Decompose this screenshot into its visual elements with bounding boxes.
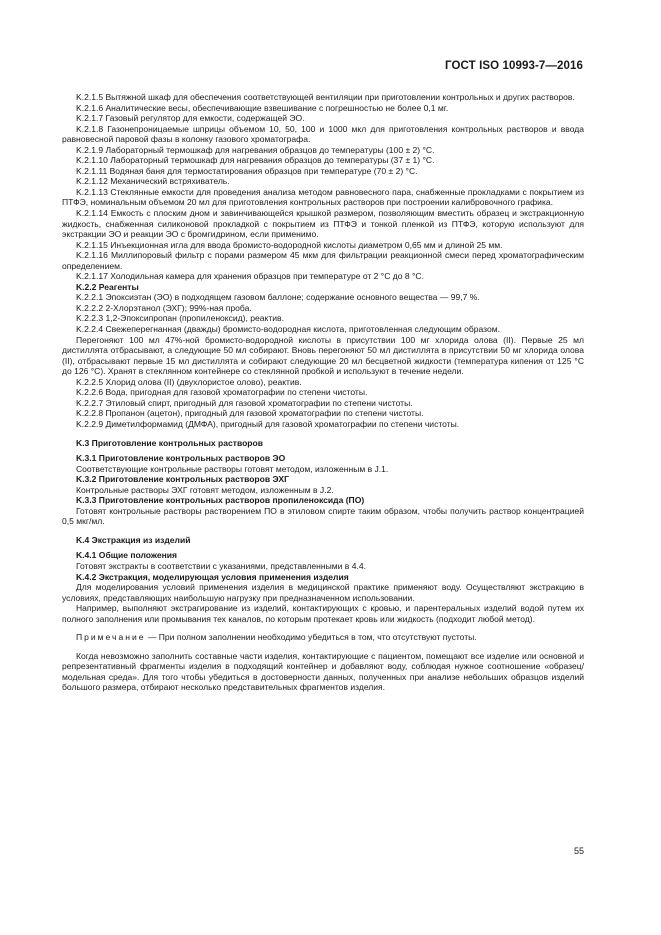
section-heading-k-4-1: K.4.1 Общие положения (76, 550, 178, 561)
paragraph-k-2-2-6: K.2.2.6 Вода, пригодная для газовой хроматографии по степени чистоты. (76, 387, 368, 398)
section-heading-k-3-3: K.3.3 Приготовление контрольных растворов пропиленоксида (ПО) (76, 495, 365, 506)
paragraph-k-2-1-17: K.2.1.17 Холодильная камера для хранения образцов при температуре от 2 °С до 8 °С. (76, 271, 424, 282)
paragraph-k-2-1-16: K.2.1.16 Миллипоровый фильтр с порами размером 45 мкм для фильтрации реакционной смеси перед хроматографическим определением. (62, 250, 584, 271)
note-dash: — (145, 632, 159, 643)
paragraph-k-2-1-14: K.2.1.14 Емкость с плоским дном и завинчивающейся крышкой размером, позволяющим вместить образец и экстракционную жидкость, снабженная силиконовой прокладкой с покрытием из ПТФЭ и тонкой пленкой из ПТФЭ, которую используют для экстракции ЭО и реакции ЭО с бромгидрином, если применимо. (62, 208, 584, 240)
section-heading-k-3-2: K.3.2 Приготовление контрольных растворов ЭХГ (76, 474, 289, 485)
document-body (62, 92, 584, 693)
section-heading-k-2-2: K.2.2 Реагенты (76, 281, 139, 292)
paragraph-k-2-1-8: K.2.1.8 Газонепроницаемые шприцы объемом 10, 50, 100 и 1000 мкл для приготовления контрольных растворов и ввода равновесной паровой фазы в колонку газового хроматографа. (62, 123, 584, 145)
paragraph-k-4-2-text-1: Для моделирования условий применения изделия в медицинской практике применяют воду. Осуществляют экстракцию в условиях, представляющих наибольшую нагрузку при предназначенном использовании. (62, 582, 584, 603)
paragraph-distillation: Перегоняют 100 мл 47%-ной бромисто-водородной кислоты в присутствии 100 мг хлорида олова (II). Первые 25 мл дистиллята отбрасывают, а следующие 50 мл собирают. Вновь перегоняют 50 мл дистиллята в присутствии 50 мг хлорида олова (II), отбрасывают первые 15 мл дистиллята и собирают следующие 20 мл бесцветной жидкости (температура кипения от 125 °С до 126 °С). Хранят в стеклянном контейнере со стеклянной пробкой и используют в течение недели. (62, 334, 584, 377)
section-heading-k-3: K.3 Приготовление контрольных растворов (76, 437, 264, 448)
paragraph-k-2-1-13: K.2.1.13 Стеклянные емкости для проведения анализа методом равновесного пара, снабженные прокладками с покрытием из ПТФЭ, номинальным объемом 20 мл для приготовления контрольных растворов при построении калибровочного графика. (62, 186, 584, 208)
paragraph-k-2-2-2: K.2.2.2 2-Хлорэтанол (ЭХГ); 99%-ная проба. (76, 302, 252, 313)
paragraph-k-2-2-3: K.2.2.3 1,2-Эпоксипропан (пропиленоксид), реактив. (76, 313, 284, 324)
paragraph-k-3-3-text: Готовят контрольные растворы растворением ПО в этиловом спирте таким образом, чтобы получить раствор концентрацией 0,5 мкг/мл. (62, 505, 584, 527)
paragraph-k-2-1-7: K.2.1.7 Газовый регулятор для емкости, содержащей ЭО. (76, 113, 305, 124)
paragraph-k-2-1-10: K.2.1.10 Лабораторный термошкаф для нагревания образцов до температуры (37 ± 1) °С. (76, 155, 435, 166)
note-paragraph (62, 632, 584, 643)
paragraph-k-4-2-text-3: Когда невозможно заполнить составные части изделия, контактирующие с пациентом, помещают все изделие или основной и репрезентативный фрагменты изделия в подходящий контейнер и добавляют воду, соблюдая нужное соотношение «образец/модельная среда». Для того чтобы убедиться в достоверности данных, полученных при анализе небольших образцов изделий большого размера, отбирают несколько представительных фрагментов изделия. (62, 650, 584, 693)
paragraph-k-2-1-6: K.2.1.6 Аналитические весы, обеспечивающие взвешивание с погрешностью не более 0,1 мг. (76, 102, 449, 113)
section-heading-k-4: K.4 Экстракция из изделий (76, 534, 191, 545)
paragraph-k-2-1-5: K.2.1.5 Вытяжной шкаф для обеспечения соответствующей вентиляции при приготовлении контрольных и других растворов. (76, 92, 575, 102)
paragraph-k-2-2-5: K.2.2.5 Хлорид олова (II) (двухлористое олово), реактив. (76, 376, 302, 387)
paragraph-k-2-2-8: K.2.2.8 Пропанон (ацетон), пригодный для газовой хроматографии по степени чистоты. (76, 408, 424, 419)
paragraph-k-2-1-9: K.2.1.9 Лабораторный термошкаф для нагревания образцов до температуры (100 ± 2) °С. (76, 144, 435, 155)
paragraph-k-3-2-text: Контрольные растворы ЭХГ готовят методом, изложенным в J.2. (76, 484, 334, 495)
section-heading-k-4-2: K.4.2 Экстракция, моделирующая условия применения изделия (76, 571, 349, 582)
note-text: При полном заполнении необходимо убедиться в том, что отсутствуют пустоты. (158, 632, 477, 643)
paragraph-k-2-1-12: K.2.1.12 Механический встряхиватель. (76, 176, 230, 187)
page-number: 55 (573, 846, 584, 856)
paragraph-k-2-2-4: K.2.2.4 Свежеперегнанная (дважды) бромисто-водородная кислота, приготовленная следующим образом. (76, 324, 500, 335)
section-heading-k-3-1: K.3.1 Приготовление контрольных растворов ЭО (76, 453, 286, 464)
paragraph-k-4-1-text: Готовят экстракты в соответствии с указаниями, представленными в 4.4. (76, 560, 366, 571)
paragraph-k-2-2-9: K.2.2.9 Диметилформамид (ДМФА), пригодный для газовой хроматографии по степени чистоты. (76, 418, 460, 429)
paragraph-k-4-2-text-2: Например, выполняют экстрагирование из изделий, контактирующих с кровью, и парентеральных изделий водой путем их полного заполнения или промывания тех каналов, по которым протекает кровь или жидкость (подходит любой метод). (62, 603, 584, 624)
document-code-header: ГОСТ ISO 10993-7—2016 (445, 60, 583, 72)
paragraph-k-2-1-11: K.2.1.11 Водяная баня для термостатирования образцов при температуре (70 ± 2) °С. (76, 165, 418, 176)
paragraph-k-2-2-7: K.2.2.7 Этиловый спирт, пригодный для газовой хроматографии по степени чистоты. (76, 397, 413, 408)
note-label: Примечание (76, 632, 146, 643)
paragraph-k-2-1-15: K.2.1.15 Инъекционная игла для ввода бромисто-водородной кислоты диаметром 0,65 мм и длиной 25 мм. (76, 239, 503, 250)
paragraph-k-2-2-1: K.2.2.1 Эпоксиэтан (ЭО) в подходящем газовом баллоне; содержание основного вещества — 99,7 %. (76, 292, 480, 303)
paragraph-k-3-1-text: Соответствующие контрольные растворы готовят методом, изложенным в J.1. (76, 463, 389, 474)
